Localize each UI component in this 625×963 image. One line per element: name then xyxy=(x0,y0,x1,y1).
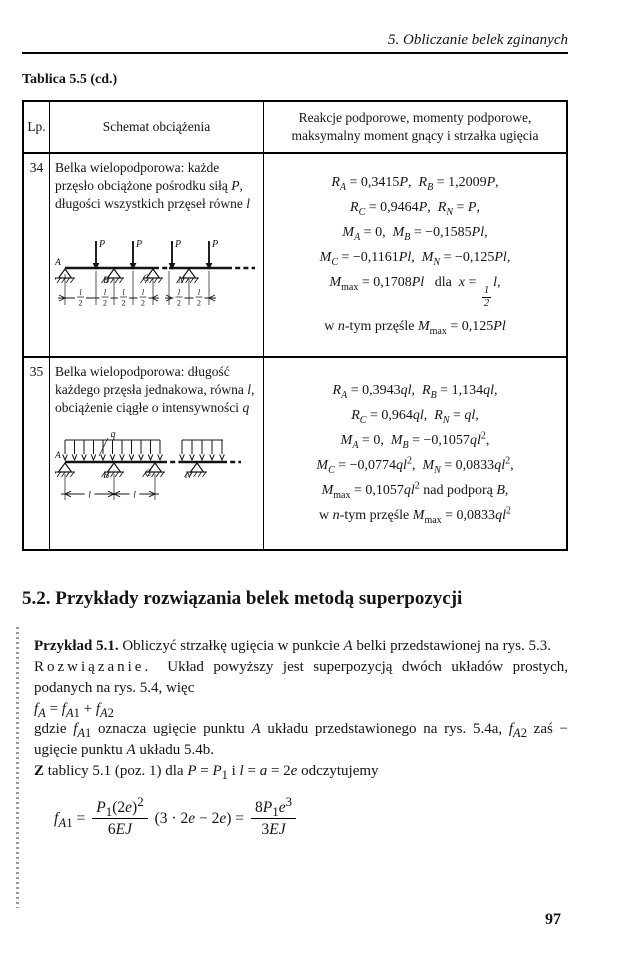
paragraph-przyklad: Przykład 5.1. Obliczyć strzałkę ugięcia w punkcie A belki przedstawionej na rys. 5.3. xyxy=(34,638,551,654)
equation-fa: $f_A = f_{A1} + f_{A2}$ xyxy=(34,700,114,720)
page-number: 97 xyxy=(545,911,561,928)
beam-diagram-distributed-load xyxy=(55,428,260,516)
load-label-q: q xyxy=(110,429,116,441)
column-header-results xyxy=(264,102,566,154)
formula-line: $M_A = 0$, $M_B = -0,1057ql^2$, xyxy=(340,430,490,451)
row-34-description: Belka wielopodporowa: każde przęsło obciążone pośrodku siłą P, długości wszystkich przęseł równe l xyxy=(55,160,250,211)
fraction-numerator: $P_1(2e)^2$ xyxy=(92,798,147,819)
dim-label-numerator: l xyxy=(122,288,125,298)
force-label-p: P xyxy=(136,239,143,251)
support-label-b: B xyxy=(103,471,109,482)
fraction-denominator: 3EJ xyxy=(261,821,286,839)
column-header-lp: Lp. xyxy=(24,102,50,154)
dim-label-denominator: 2 xyxy=(103,298,107,308)
row-34-schema-cell xyxy=(50,154,264,358)
paragraph-gdzie: gdzie $f_{A1}$ oznacza ugięcie punktu A układu przedstawionego na rys. 5.4a, $f_{A2}$ zaś − ugięcie punktu A układu 5.4b. xyxy=(34,721,569,759)
paragraph-z-tablicy: Z tablicy 5.1 (poz. 1) dla $P = P_1$ i l = a = 2e odczytujemy xyxy=(34,763,379,783)
dim-label-denominator: 2 xyxy=(78,298,83,308)
support-label-a: A xyxy=(55,258,61,269)
beam-diagram-point-loads xyxy=(55,234,260,320)
running-header: 5. Obliczanie belek zginanych xyxy=(388,32,568,48)
header-rule xyxy=(22,52,568,54)
load-cases-table xyxy=(22,100,568,551)
formula-line: w n-tym przęśle $M_{max} = 0,125Pl$ xyxy=(324,318,506,337)
row-34-number: 34 xyxy=(24,154,50,358)
formula-middle: (3 · 2e − 2e) = xyxy=(154,810,245,828)
support-label-c: C xyxy=(144,469,152,480)
support-label-n: N xyxy=(184,471,192,482)
dim-label-numerator: l xyxy=(79,288,82,298)
force-label-p: P xyxy=(99,239,106,251)
dim-label-l: l xyxy=(88,490,91,501)
column-header-results-line2: maksymalny moment gnący i strzałka ugięcia xyxy=(291,128,539,143)
support-label-a: A xyxy=(55,451,61,462)
support-label-n: N xyxy=(177,276,185,287)
fraction-numerator: $8P_1e^3$ xyxy=(251,798,296,819)
table-caption: Tablica 5.5 (cd.) xyxy=(22,72,118,87)
dim-label-numerator: l xyxy=(103,288,107,298)
row-35-number: 35 xyxy=(24,358,50,549)
dim-label-numerator: l xyxy=(177,288,181,298)
dim-label-l: l xyxy=(133,490,136,501)
row-35-schema-cell xyxy=(50,358,264,549)
scan-binding-artifact xyxy=(16,627,19,908)
support-label-b: B xyxy=(103,276,109,287)
display-formula-fa1 xyxy=(54,793,568,840)
formula-line: $R_A = 0,3415P$, $R_B = 1,2009P$, xyxy=(331,175,499,194)
formula-line: $M_C = -0,1161Pl$, $M_N = -0,125Pl$, xyxy=(319,250,511,269)
paragraph-rozwiazanie: Rozwiązanie. Układ powyższy jest superpozycją dwóch układów prostych, podanych na rys. 5.4, więc xyxy=(34,658,568,696)
formula-line: w n-tym przęśle $M_{max} = 0,0833ql^2$ xyxy=(319,505,511,526)
dim-label-denominator: 2 xyxy=(121,298,126,308)
row-34-formulas-cell xyxy=(264,154,566,358)
formula-line: $M_{max} = 0,1057ql^2$ nad podporą B, xyxy=(321,480,509,501)
formula-line: $M_{max} = 0,1708Pl$ dla x = $\frac{1}{2}$ l, xyxy=(329,275,501,309)
formula-fraction-1 xyxy=(92,793,147,840)
formula-line: $R_A = 0,3943ql$, $R_B = 1,134ql$, xyxy=(332,383,498,401)
formula-line: $M_C = -0,0774ql^2$, $M_N = 0,0833ql^2$, xyxy=(316,455,514,476)
column-header-results-line1: Reakcje podporowe, momenty podporowe, xyxy=(298,110,532,126)
formula-fraction-2 xyxy=(251,793,296,840)
dim-label-denominator: 2 xyxy=(177,298,181,308)
section-heading: 5.2. Przykłady rozwiązania belek metodą superpozycji xyxy=(22,588,463,609)
support-label-c: C xyxy=(142,274,150,285)
column-header-schema: Schemat obciążenia xyxy=(50,102,264,154)
dim-label-numerator: l xyxy=(197,288,201,298)
dim-label-denominator: 2 xyxy=(141,298,145,308)
force-label-p: P xyxy=(212,239,219,251)
formula-line: $R_C = 0,9464P$, $R_N = P$, xyxy=(350,200,480,219)
force-label-p: P xyxy=(175,239,182,251)
formula-lhs: $f_{A1}$ = xyxy=(54,810,86,831)
row-35-formulas-cell xyxy=(264,358,566,549)
row-35-description: Belka wielopodporowa: długość każdego przęsła jednakowa, równa l, obciążenie ciągłe o intensywności q xyxy=(55,364,255,415)
formula-line: $R_C = 0,964ql$, $R_N$ = ql, xyxy=(351,408,479,426)
dim-label-denominator: 2 xyxy=(197,298,201,308)
formula-line: $M_A = 0$, $M_B = -0,1585Pl$, xyxy=(342,225,488,244)
example-text-block xyxy=(34,636,568,840)
fraction-denominator: 6EJ xyxy=(107,821,133,839)
dim-label-numerator: l xyxy=(141,288,145,298)
